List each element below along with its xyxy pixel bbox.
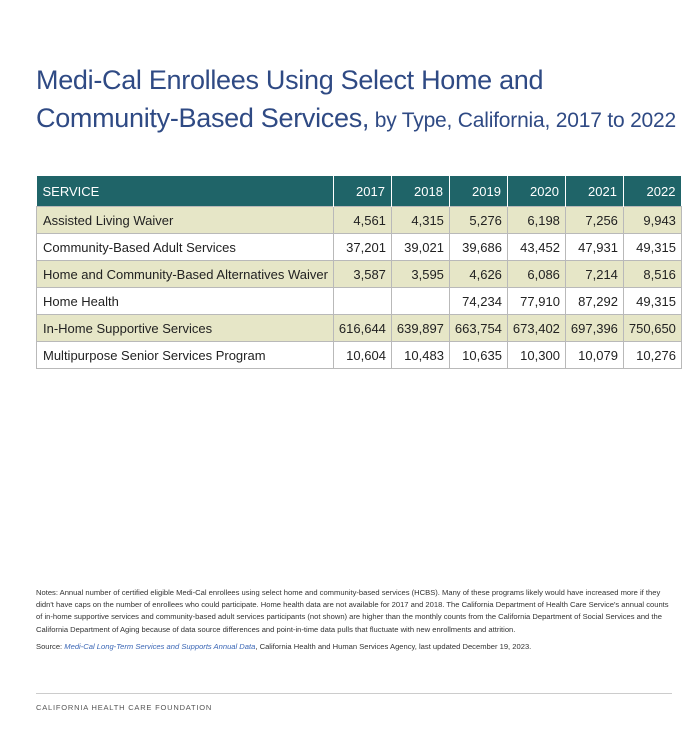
cell-value: 4,626 [449, 261, 507, 288]
org-name: CALIFORNIA HEALTH CARE FOUNDATION [36, 703, 213, 712]
cell-value: 77,910 [507, 288, 565, 315]
cell-value: 7,214 [565, 261, 623, 288]
cell-value: 39,686 [449, 234, 507, 261]
cell-value: 6,198 [507, 207, 565, 234]
service-name: Multipurpose Senior Services Program [37, 342, 334, 369]
source-line [36, 641, 672, 653]
service-name: Home Health [37, 288, 334, 315]
cell-value: 4,315 [391, 207, 449, 234]
column-header-2022: 2022 [623, 176, 681, 207]
cell-value: 6,086 [507, 261, 565, 288]
table-row [37, 288, 682, 315]
cell-value: 663,754 [449, 315, 507, 342]
column-header-2017: 2017 [333, 176, 391, 207]
table-row [37, 315, 682, 342]
service-name: Home and Community-Based Alternatives Waiver [37, 261, 334, 288]
cell-value: 9,943 [623, 207, 681, 234]
cell-value: 10,483 [391, 342, 449, 369]
column-header-2020: 2020 [507, 176, 565, 207]
table-row [37, 342, 682, 369]
cell-value: 74,234 [449, 288, 507, 315]
cell-value: 673,402 [507, 315, 565, 342]
cell-value: 49,315 [623, 288, 681, 315]
cell-value: 750,650 [623, 315, 681, 342]
source-suffix: , California Health and Human Services Agency, last updated December 19, 2023. [255, 642, 532, 651]
cell-value: 43,452 [507, 234, 565, 261]
cell-value: 10,300 [507, 342, 565, 369]
source-link[interactable]: Medi-Cal Long-Term Services and Supports Annual Data [64, 642, 256, 651]
title-main: Medi-Cal Enrollees Using Select Home and Community-Based Services, [36, 65, 544, 133]
column-header-2021: 2021 [565, 176, 623, 207]
footer-divider [36, 693, 672, 694]
notes-text: Notes: Annual number of certified eligible Medi-Cal enrollees using select home and community-based services (HCBS). Many of these programs likely would have increased more if they didn't have caps on the number of enrollees who could participate. Home health data are not available for 2017 and 2018. The California Department of Health Care Service's annual counts of in-home supportive services and community-based adult services participants (not shown) are higher than the monthly counts from the California Department of Social Services and the California Department of Aging because of data source differences and point-in-time data pulls that fluctuate with new enrollments and attrition. [36, 588, 669, 634]
cell-value: 7,256 [565, 207, 623, 234]
cell-value: 47,931 [565, 234, 623, 261]
cell-value [391, 288, 449, 315]
table-row [37, 207, 682, 234]
cell-value: 10,604 [333, 342, 391, 369]
cell-value [333, 288, 391, 315]
service-name: Community-Based Adult Services [37, 234, 334, 261]
cell-value: 10,635 [449, 342, 507, 369]
cell-value: 5,276 [449, 207, 507, 234]
cell-value: 49,315 [623, 234, 681, 261]
column-header-service: SERVICE [37, 176, 334, 207]
enrollees-table [36, 176, 682, 369]
cell-value: 8,516 [623, 261, 681, 288]
cell-value: 10,276 [623, 342, 681, 369]
table-row [37, 234, 682, 261]
cell-value: 697,396 [565, 315, 623, 342]
cell-value: 4,561 [333, 207, 391, 234]
cell-value: 39,021 [391, 234, 449, 261]
page-title [36, 60, 676, 139]
cell-value: 639,897 [391, 315, 449, 342]
title-sub: by Type, California, 2017 to 2022 [369, 109, 676, 132]
cell-value: 3,587 [333, 261, 391, 288]
source-prefix: Source: [36, 642, 65, 651]
service-name: Assisted Living Waiver [37, 207, 334, 234]
column-header-2019: 2019 [449, 176, 507, 207]
cell-value: 37,201 [333, 234, 391, 261]
cell-value: 10,079 [565, 342, 623, 369]
service-name: In-Home Supportive Services [37, 315, 334, 342]
column-header-2018: 2018 [391, 176, 449, 207]
cell-value: 616,644 [333, 315, 391, 342]
cell-value: 87,292 [565, 288, 623, 315]
cell-value: 3,595 [391, 261, 449, 288]
table-row [37, 261, 682, 288]
table-header-row [37, 176, 682, 207]
